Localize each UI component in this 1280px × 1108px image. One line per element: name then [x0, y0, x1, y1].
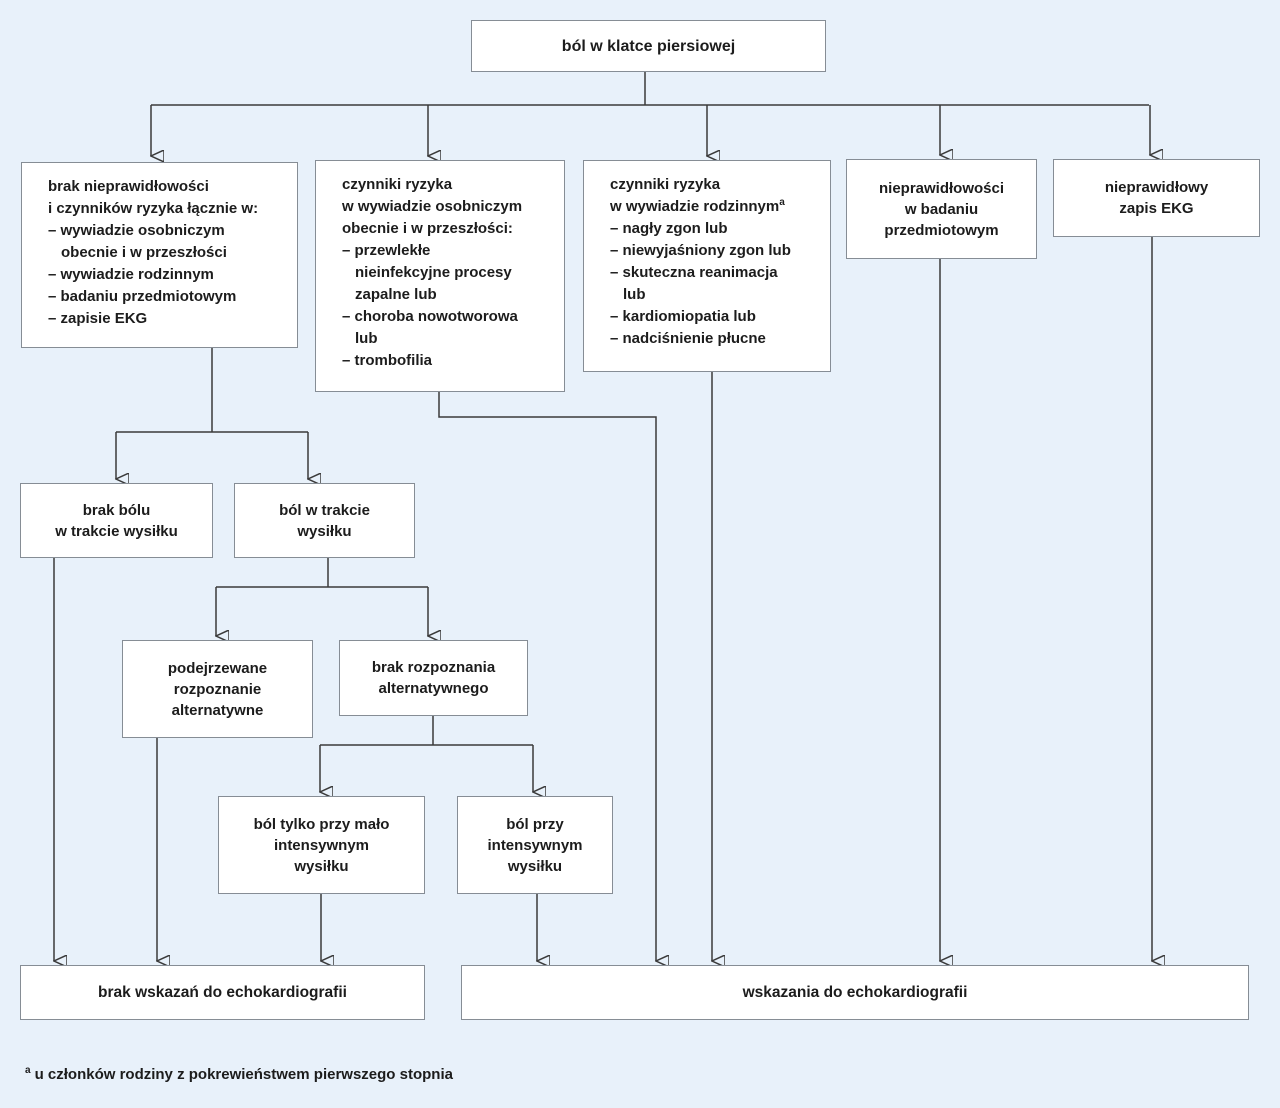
text-line: – zapisie EKG — [48, 310, 148, 327]
node-pain-high-intensity-exercise — [457, 796, 613, 894]
text-line: obecnie i w przeszłości — [61, 244, 227, 261]
node-family-risk-factors — [583, 160, 831, 372]
text-line: – niewyjaśniony zgon lub — [610, 242, 791, 259]
node-no-alternative-diagnosis — [339, 640, 528, 716]
footnote — [25, 1066, 453, 1083]
node-physical-exam-abnormalities — [846, 159, 1037, 259]
text-line: lub — [355, 330, 378, 347]
text-line: nieprawidłowy — [1104, 179, 1209, 196]
text-line: – badaniu przedmiotowym — [48, 288, 237, 305]
text-line: zapalne lub — [355, 286, 437, 303]
node-pain-during-exercise — [234, 483, 415, 558]
node-suspected-alternative-diagnosis — [122, 640, 313, 738]
node-chest-pain — [471, 20, 826, 72]
text-line: w wywiadzie rodzinnym$^a$ — [610, 197, 785, 215]
text-line: zapis EKG — [1119, 200, 1194, 217]
text-line: – skuteczna reanimacja — [610, 264, 778, 281]
text-line: brak nieprawidłowości — [48, 178, 209, 195]
text-line: wysiłku — [294, 857, 349, 875]
text-line: – nadciśnienie płucne — [610, 330, 766, 347]
text-line: – nagły zgon lub — [610, 220, 728, 237]
node-no-pain-during-exercise — [20, 483, 213, 558]
text-line: intensywnym — [487, 836, 583, 854]
node-no-abnormalities — [21, 162, 298, 348]
text-line: brak rozpoznania — [371, 659, 496, 676]
text-line: nieinfekcyjne procesy — [355, 264, 512, 281]
text-line: wskazania do echokardiografii — [742, 984, 968, 1001]
node-echo-indication — [461, 965, 1249, 1020]
text-line: czynniki ryzyka — [610, 176, 721, 193]
text-line: ból w trakcie — [279, 501, 370, 519]
text-line: – wywiadzie rodzinnym — [48, 266, 214, 283]
text-line: przedmiotowym — [884, 221, 999, 239]
text-line: brak wskazań do echokardiografii — [98, 984, 347, 1001]
text-line: nieprawidłowości — [878, 179, 1005, 197]
text-line: – choroba nowotworowa — [342, 308, 518, 325]
text-line: – wywiadzie osobniczym — [48, 222, 225, 239]
node-personal-risk-factors — [315, 160, 565, 392]
text-line: – przewlekłe — [342, 242, 431, 259]
text-line: wysiłku — [297, 522, 352, 540]
footnote-text: u członków rodziny z pokrewieństwem pierwszego stopnia — [34, 1066, 453, 1083]
text-line: alternatywne — [171, 701, 264, 719]
text-line: brak bólu — [82, 501, 151, 519]
node-pain-low-intensity-exercise — [218, 796, 425, 894]
footnote-marker: a — [25, 1065, 31, 1076]
text-line: podejrzewane — [167, 659, 268, 677]
text-line: w wywiadzie osobniczym — [342, 198, 523, 215]
text-line: ból tylko przy mało — [253, 815, 390, 833]
text-line: wysiłku — [507, 857, 563, 875]
text-line: rozpoznanie — [173, 680, 262, 698]
text-line: ból przy — [506, 815, 564, 833]
text-line: – kardiomiopatia lub — [610, 308, 756, 325]
text-line: – trombofilia — [342, 352, 433, 369]
text-line: intensywnym — [273, 836, 370, 854]
text-line: w badaniu — [904, 200, 979, 218]
text-line: ból w klatce piersiowej — [561, 37, 736, 55]
text-line: obecnie i w przeszłości: — [342, 220, 513, 237]
footnote-marker: a — [779, 197, 785, 208]
text-line: alternatywnego — [378, 680, 489, 697]
text-line: w trakcie wysiłku — [55, 522, 178, 540]
node-abnormal-ekg — [1053, 159, 1260, 237]
text-line: i czynników ryzyka łącznie w: — [48, 200, 259, 217]
text-line: lub — [623, 286, 646, 303]
text-line: czynniki ryzyka — [342, 176, 453, 193]
node-no-echo-indication — [20, 965, 425, 1020]
